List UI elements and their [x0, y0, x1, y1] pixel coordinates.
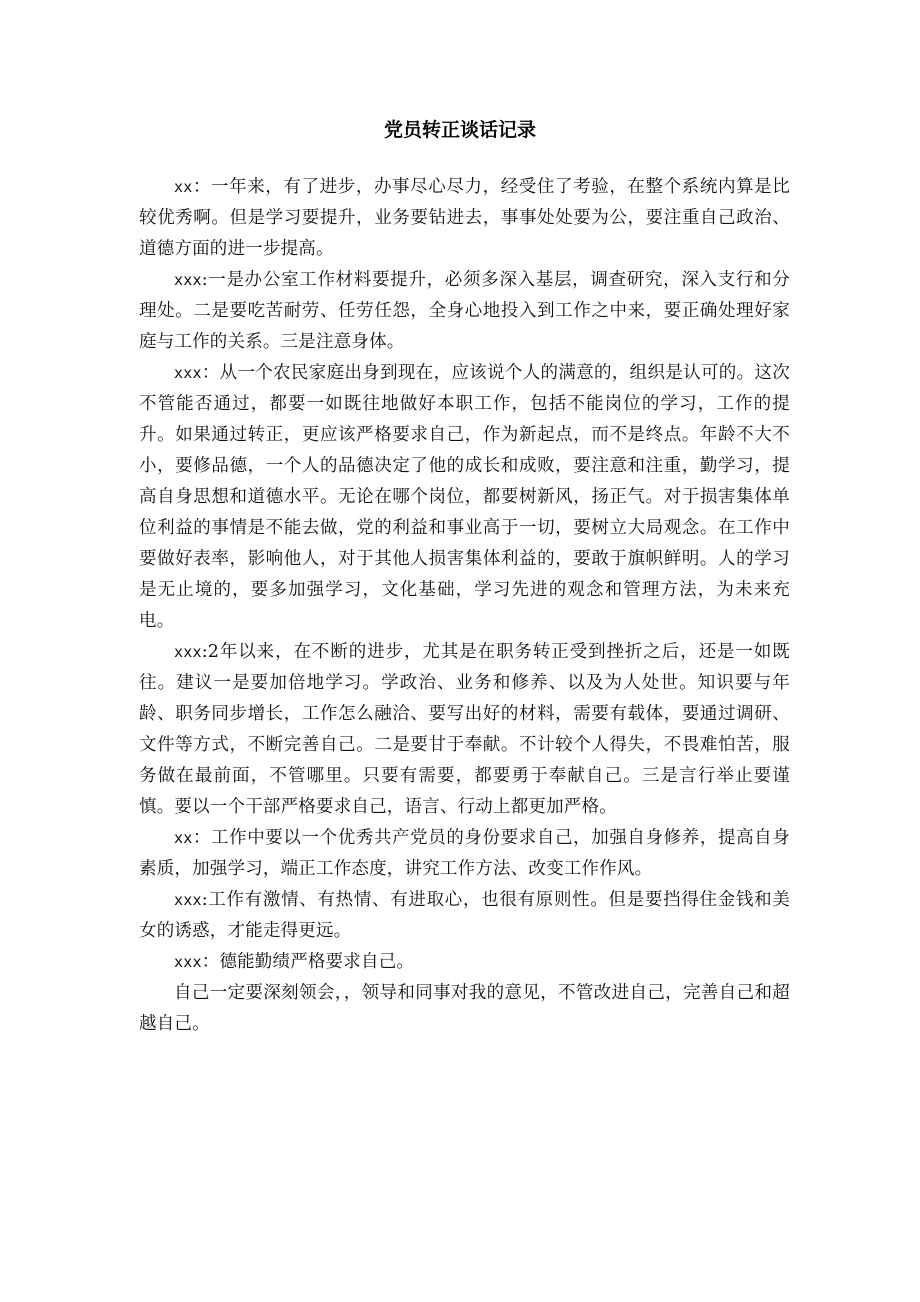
- paragraph-text: ：从一个农民家庭出身到现在，应该说个人的满意的，组织是认可的。这次不管能否通过，都要一如既往地做好本职工作，包括不能岗位的学习，工作的提升。如果通过转正，更应该严格要求自己，作为新起点，而不是终点。年龄不大不小，要修品德，一个人的品德决定了他的成长和成败，要注意和注重，勤学习，提高自身思想和道德水平。无论在哪个岗位，都要树新风，扬正气。对于损害集体单位利益的事情是不能去做，党的利益和事业高于一切，要树立大局观念。在工作中要做好表率，影响他人，对于其他人损害集体利益的，要敢于旗帜鲜明。人的学习是无止境的，要多加强学习，文化基础，学习先进的观念和管理方法，为未来充电。: [139, 363, 790, 631]
- paragraph-3: [139, 358, 790, 637]
- speaker-label: xxx: [174, 953, 202, 971]
- speaker-label: xxx: [174, 891, 202, 909]
- paragraph-text: :工作有激情、有热情、有进取心，也很有原则性。但是要挡得住金钱和美女的诱惑，才能走得更远。: [139, 890, 790, 941]
- document-body: [139, 172, 790, 1040]
- speaker-label: xxx: [174, 271, 202, 289]
- speaker-label: xxx: [174, 364, 202, 382]
- paragraph-text: 自己一定要深刻领会，，领导和同事对我的意见，不管改进自己，完善自己和超越自己。: [139, 983, 790, 1034]
- document-title: 党员转正谈话记录: [383, 119, 536, 141]
- paragraph-7: [139, 947, 790, 978]
- paragraph-6: [139, 885, 790, 947]
- paragraph-8: [139, 978, 790, 1040]
- paragraph-5: [139, 823, 790, 885]
- speaker-label: xxx: [174, 643, 202, 661]
- paragraph-2: [139, 265, 790, 358]
- paragraph-text: ：一年来，有了进步，办事尽心尽力，经受住了考验，在整个系统内算是比较优秀啊。但是学习要提升，业务要钻进去，事事处处要为公，要注重自己政治、道德方面的进一步提高。: [139, 177, 790, 259]
- paragraph-4: [139, 637, 790, 823]
- paragraph-1: [139, 172, 790, 265]
- paragraph-text: ：工作中要以一个优秀共产党员的身份要求自己，加强自身修养，提高自身素质，加强学习，端正工作态度，讲究工作方法、改变工作作风。: [139, 828, 790, 879]
- speaker-label: xx: [174, 178, 193, 196]
- paragraph-text: ：德能勤绩严格要求自己。: [201, 952, 415, 972]
- paragraph-text: :2年以来，在不断的进步，尤其是在职务转正受到挫折之后，还是一如既往。建议一是要加倍地学习。学政治、业务和修养、以及为人处世。知识要与年龄、职务同步增长，工作怎么融洽、要写出好的材料，需要有载体，要通过调研、文件等方式，不断完善自己。二是要甘于奉献。不计较个人得失，不畏难怕苦，服务做在最前面，不管哪里。只要有需要，都要勇于奉献自己。三是言行举止要谨慎。要以一个干部严格要求自己，语言、行动上都更加严格。: [139, 642, 790, 817]
- paragraph-text: :一是办公室工作材料要提升，必须多深入基层，调查研究，深入支行和分理处。二是要吃苦耐劳、任劳任怨，全身心地投入到工作之中来，要正确处理好家庭与工作的关系。三是注意身体。: [139, 270, 790, 352]
- speaker-label: xx: [174, 829, 193, 847]
